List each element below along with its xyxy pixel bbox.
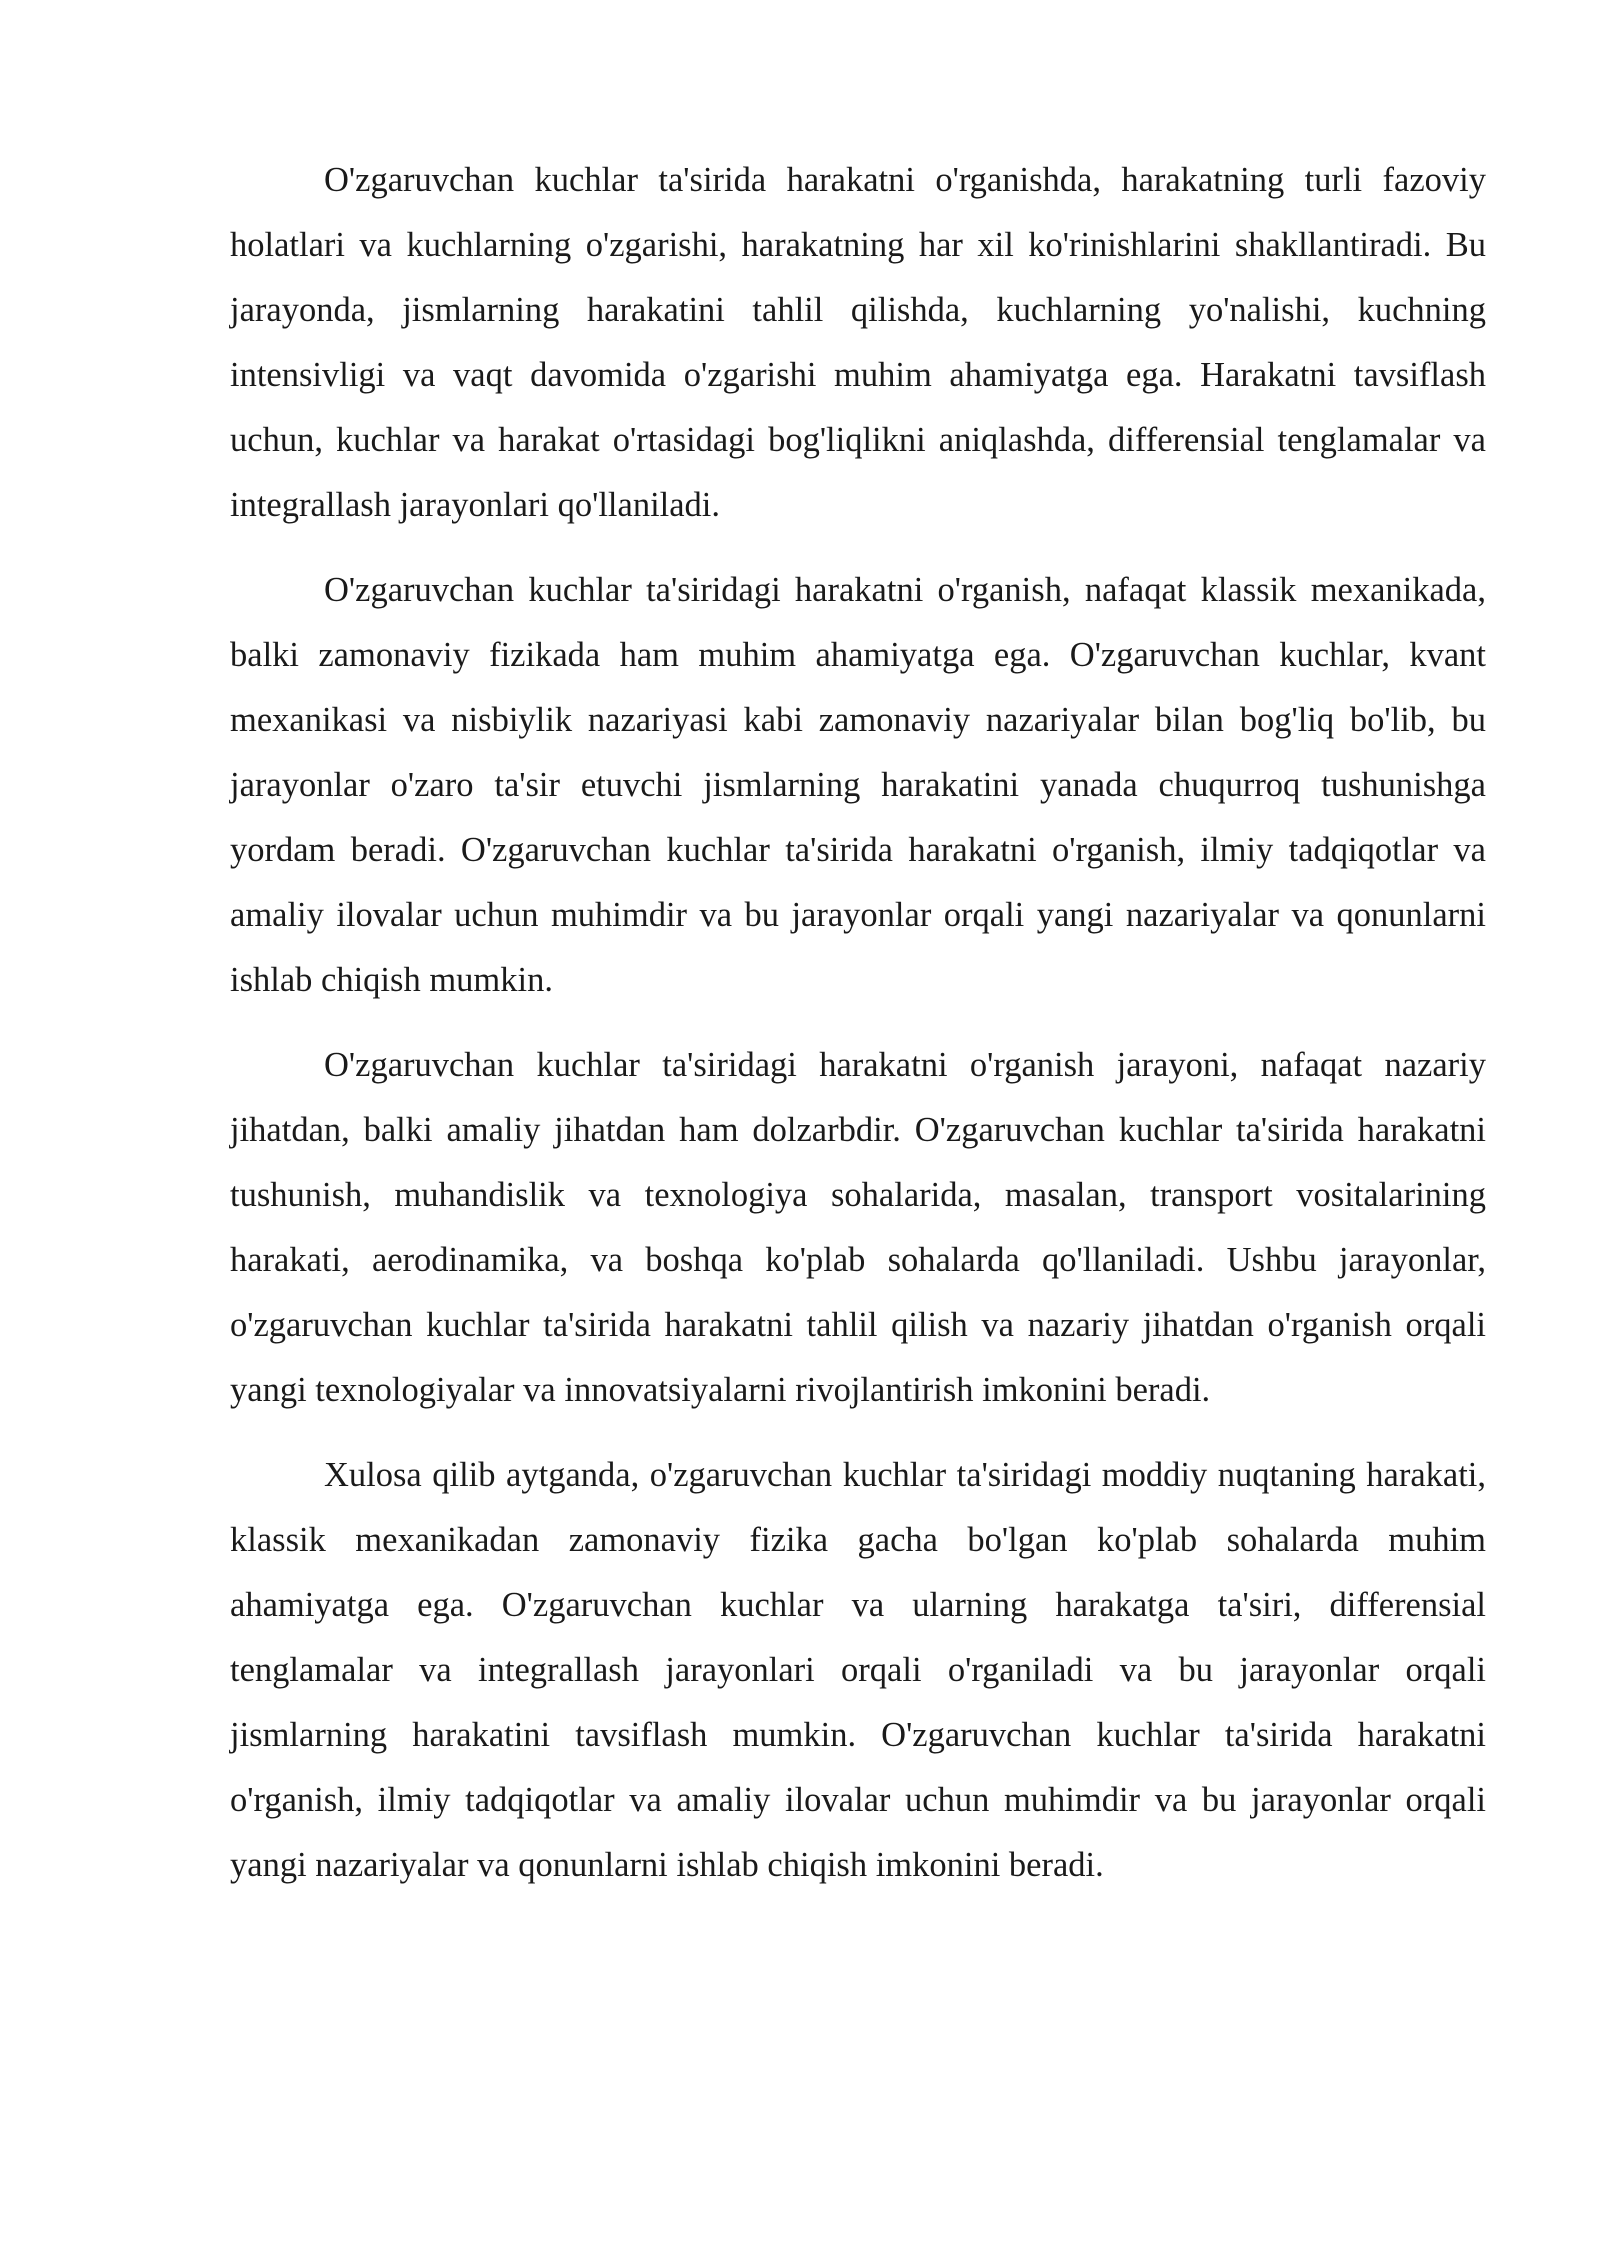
paragraph-2: O'zgaruvchan kuchlar ta'siridagi harakatni o'rganish, nafaqat klassik mexanikada, balki zamonaviy fizikada ham muhim ahamiyatga ega. O'zgaruvchan kuchlar, kvant mexanikasi va nisbiylik nazariyasi kabi zamonaviy nazariyalar bilan bog'liq bo'lib, bu jarayonlar o'zaro ta'sir etuvchi jismlarning harakatini yanada chuqurroq tushunishga yordam beradi. O'zgaruvchan kuchlar ta'sirida harakatni o'rganish, ilmiy tadqiqotlar va amaliy ilovalar uchun muhimdir va bu jarayonlar orqali yangi nazariyalar va qonunlarni ishlab chiqish mumkin. bbox=[230, 571, 1486, 999]
document-body bbox=[230, 148, 1486, 1918]
paragraph-4: Xulosa qilib aytganda, o'zgaruvchan kuchlar ta'siridagi moddiy nuqtaning harakati, klassik mexanikadan zamonaviy fizika gacha bo'lgan ko'plab sohalarda muhim ahamiyatga ega. O'zgaruvchan kuchlar va ularning harakatga ta'siri, differensial tenglamalar va integrallash jarayonlari orqali o'rganiladi va bu jarayonlar orqali jismlarning harakatini tavsiflash mumkin. O'zgaruvchan kuchlar ta'sirida harakatni o'rganish, ilmiy tadqiqotlar va amaliy ilovalar uchun muhimdir va bu jarayonlar orqali yangi nazariyalar va qonunlarni ishlab chiqish imkonini beradi. bbox=[230, 1456, 1486, 1884]
paragraph-1: O'zgaruvchan kuchlar ta'sirida harakatni o'rganishda, harakatning turli fazoviy holatlari va kuchlarning o'zgarishi, harakatning har xil ko'rinishlarini shakllantiradi. Bu jarayonda, jismlarning harakatini tahlil qilishda, kuchlarning yo'nalishi, kuchning intensivligi va vaqt davomida o'zgarishi muhim ahamiyatga ega. Harakatni tavsiflash uchun, kuchlar va harakat o'rtasidagi bog'liqlikni aniqlashda, differensial tenglamalar va integrallash jarayonlari qo'llaniladi. bbox=[230, 161, 1486, 524]
paragraph-3: O'zgaruvchan kuchlar ta'siridagi harakatni o'rganish jarayoni, nafaqat nazariy jihatdan, balki amaliy jihatdan ham dolzarbdir. O'zgaruvchan kuchlar ta'sirida harakatni tushunish, muhandislik va texnologiya sohalarida, masalan, transport vositalarining harakati, aerodinamika, va boshqa ko'plab sohalarda qo'llaniladi. Ushbu jarayonlar, o'zgaruvchan kuchlar ta'sirida harakatni tahlil qilish va nazariy jihatdan o'rganish orqali yangi texnologiyalar va innovatsiyalarni rivojlantirish imkonini beradi. bbox=[230, 1046, 1486, 1409]
